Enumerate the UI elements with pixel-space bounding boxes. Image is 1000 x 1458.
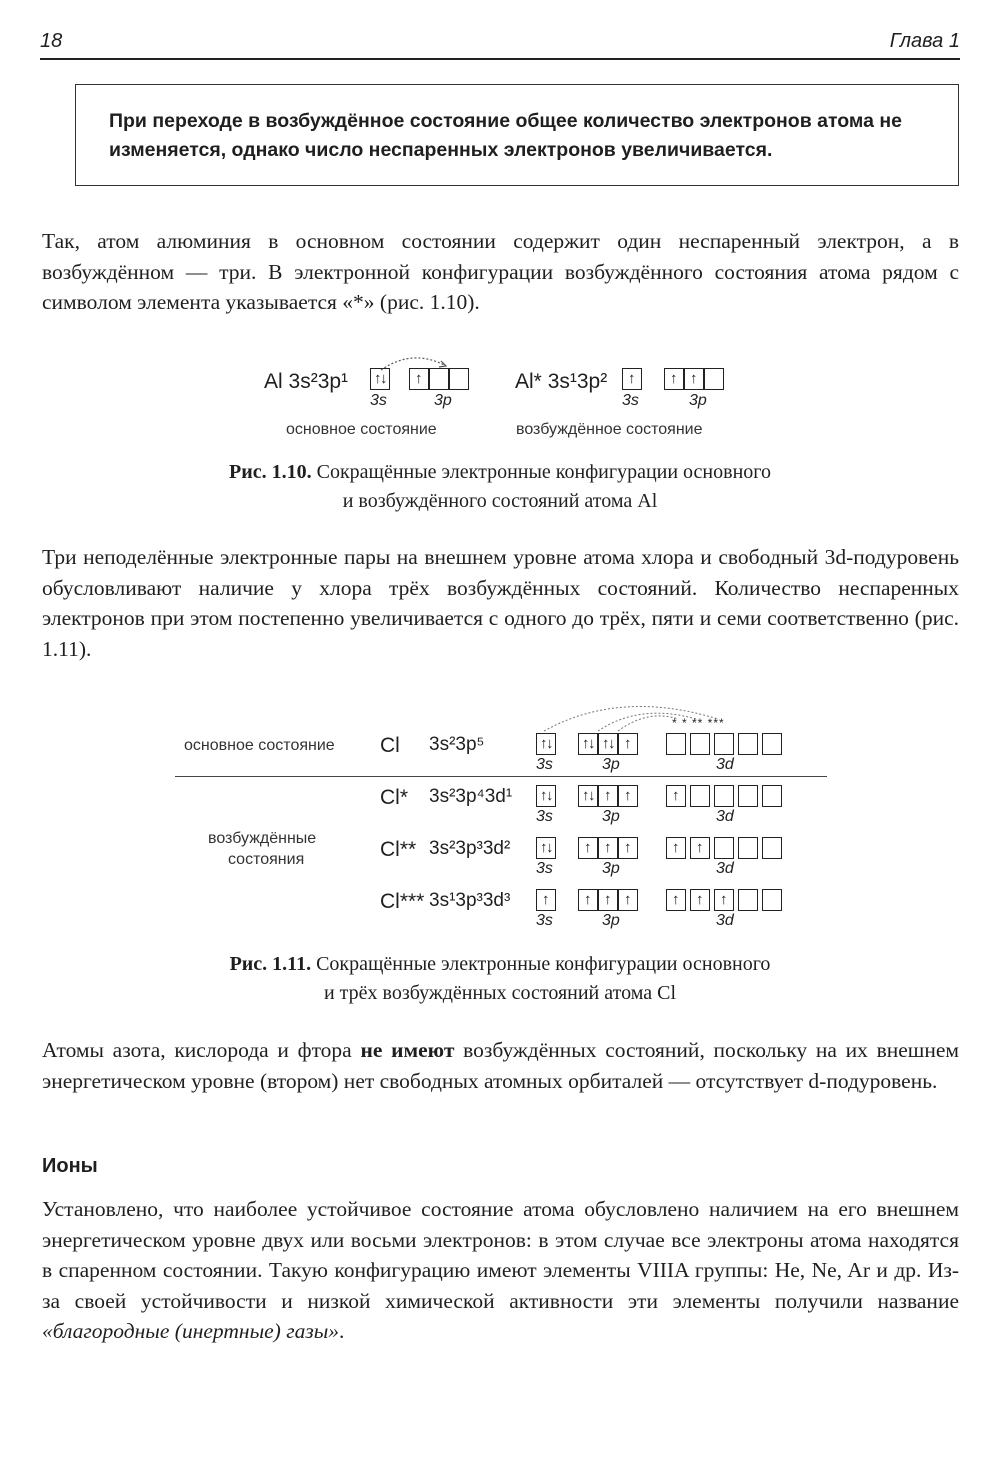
- section-heading: Ионы: [42, 1155, 98, 1177]
- cl-3p-label: 3p: [602, 756, 620, 773]
- spin-up-arrow: ↑: [624, 892, 632, 908]
- cl-3p-label: 3p: [602, 860, 620, 877]
- cl-symbol: Cl***: [380, 890, 425, 913]
- paragraph-3: Атомы азота, кислорода и фтора не имеют возбуждённых состояний, поскольку на их внешнем энергетическом уровне (втором) нет свободных атомных орбиталей — отсутствует d-подуровень.: [42, 1038, 959, 1093]
- spin-down-arrow: ↓: [608, 736, 616, 752]
- cl-config: 3s¹3p³3d³: [429, 890, 511, 911]
- al-excited-orbitals: 3s¹3p²: [547, 370, 608, 393]
- figure-1-11-caption: Рис. 1.11. Сокращённые электронные конфигурации основного и трёх возбуждённых состояний атома Cl: [229, 953, 771, 1004]
- cl-excited-label-2: состояния: [228, 851, 305, 868]
- cl-3d-label: 3d: [716, 808, 734, 825]
- figure-1-10-caption: Рис. 1.10. Сокращённые электронные конфигурации основного и возбуждённого состояний атома Al: [229, 461, 771, 512]
- al-ground-label: основное состояние: [286, 421, 437, 438]
- cl-3d-cell: [714, 837, 734, 859]
- al-excited-3p-cell: ↑: [664, 368, 684, 390]
- note-box: При переходе в возбуждённое состояние общее количество электронов атома не изменяется, однако число неспаренных электронов увеличивается.: [75, 84, 959, 186]
- cl-3d-cell: [762, 837, 782, 859]
- cl-excited-label-1: возбуждённые: [208, 830, 317, 847]
- chapter-title: Глава 1: [889, 30, 960, 52]
- spin-up-arrow: ↑: [672, 788, 680, 804]
- spin-up-arrow: ↑: [582, 788, 590, 804]
- al-excited-3p-cell: ↑: [684, 368, 704, 390]
- spin-down-arrow: ↓: [546, 788, 554, 804]
- cl-3s-cell: [536, 733, 556, 755]
- spin-up-arrow: ↑: [696, 840, 704, 856]
- cl-3d-cell: [762, 889, 782, 911]
- spin-up-arrow: ↑: [602, 736, 610, 752]
- caption-number: Рис. 1.11.: [229, 953, 312, 975]
- cl-3d-cell: [690, 785, 710, 807]
- cl-3p-cell: [598, 889, 618, 911]
- spin-up-arrow: ↑: [540, 840, 548, 856]
- spin-up-arrow: ↑: [584, 840, 592, 856]
- spin-up-arrow: ↑: [720, 892, 728, 908]
- spin-up-arrow: ↑: [624, 788, 632, 804]
- cl-3d-cell: [714, 785, 734, 807]
- cl-3d-cell: [738, 733, 758, 755]
- emphasis: не имеют: [360, 1038, 455, 1062]
- al-excited-label: возбуждённое состояние: [516, 421, 703, 438]
- spin-up-arrow: ↑: [672, 892, 680, 908]
- spin-down-arrow: ↓: [588, 788, 596, 804]
- cl-3d-cell: [714, 733, 734, 755]
- cl-3p-cell: [578, 785, 598, 807]
- cl-3d-cell: [666, 785, 686, 807]
- cl-ground-label: основное состояние: [184, 737, 335, 754]
- cl-3p-cell: [578, 889, 598, 911]
- cl-3d-cell: [666, 733, 686, 755]
- cl-3p-label: 3p: [602, 912, 620, 929]
- cl-3d-cell: [762, 733, 782, 755]
- cl-3d-cell: [666, 837, 686, 859]
- spin-up-arrow: ↑: [540, 788, 548, 804]
- cl-config: 3s²3p³3d²: [429, 838, 511, 859]
- cl-3p-label: 3p: [602, 808, 620, 825]
- al-excited-3p-label: 3p: [689, 392, 707, 409]
- cl-symbol: Cl: [380, 734, 400, 757]
- cl-3d-cell: [738, 785, 758, 807]
- al-ground-config: [264, 370, 348, 394]
- paragraph-2: Три неподелённые электронные пары на внешнем уровне атома хлора и свободный 3d-подуровень обусловливают наличие у хлора трёх возбуждённых состояний. Количество неспаренных электронов при этом постепенно увеличивается с одного до трёх, пяти и семи соответственно (рис. 1.11).: [42, 545, 959, 661]
- cl-3s-cell: [536, 785, 556, 807]
- cl-3d-label: 3d: [716, 756, 734, 773]
- cl-3d-cell: [762, 785, 782, 807]
- cl-3s-label: 3s: [536, 756, 553, 773]
- cl-3d-label: 3d: [716, 912, 734, 929]
- divider-line: [175, 776, 827, 777]
- spin-up-arrow: ↑: [604, 892, 612, 908]
- al-ground-3p-label: 3p: [434, 392, 452, 409]
- italic-term: «благородные (инертные) газы»: [42, 1319, 340, 1343]
- excitation-stars: * * ** ***: [672, 716, 725, 730]
- cl-3s-label: 3s: [536, 808, 553, 825]
- spin-up-arrow: ↑: [624, 840, 632, 856]
- cl-3s-label: 3s: [536, 912, 553, 929]
- cl-3d-cell: [738, 889, 758, 911]
- cl-3d-cell: [690, 733, 710, 755]
- spin-up-arrow: ↑: [672, 840, 680, 856]
- cl-symbol: Cl*: [380, 786, 409, 809]
- cl-3p-cell: [578, 837, 598, 859]
- paragraph-4: Установлено, что наиболее устойчивое состояние атома обусловлено наличием на его внешнем энергетическом уровне двух или восьми электронов: в этом случае все электроны атома находятся в спаренном состоянии. Такую конфигурацию имеют элементы VIIIA группы: He, Ne, Ar и др. Из-за своей устойчивости и низкой химической активности эти элементы получили название «благородные (инертные) газы».: [42, 1197, 959, 1343]
- cl-config: 3s²3p⁵: [429, 734, 485, 755]
- spin-up-arrow: ↑: [604, 788, 612, 804]
- cl-3p-cell: [598, 733, 618, 755]
- cl-3s-cell: [536, 889, 556, 911]
- al-ground-orbitals: 3s²3p¹: [288, 370, 349, 393]
- paragraph-1: Так, атом алюминия в основном состоянии содержит один неспаренный электрон, а в возбуждённом — три. В электронной конфигурации возбуждённого состояния атома рядом с символом элемента указывается «*» (рис. 1.10).: [42, 229, 959, 314]
- caption-number: Рис. 1.10.: [229, 461, 312, 483]
- cl-3s-label: 3s: [536, 860, 553, 877]
- al-excited-config: [515, 370, 607, 394]
- al-excited-3p-cell: [704, 368, 724, 390]
- cl-symbol: Cl**: [380, 838, 417, 861]
- cl-3d-cell: [690, 837, 710, 859]
- cl-3d-cell: [690, 889, 710, 911]
- al-excited-3s-label: 3s: [622, 392, 639, 409]
- spin-down-arrow: ↓: [588, 736, 596, 752]
- al-excited-symbol: Al*: [515, 370, 542, 393]
- electron-promotion-arrows: [530, 695, 760, 735]
- cl-3d-cell: [738, 837, 758, 859]
- spin-up-arrow: ↑: [584, 892, 592, 908]
- al-ground-symbol: Al: [264, 370, 283, 393]
- spin-up-arrow: ↑: [582, 736, 590, 752]
- cl-3p-cell: [598, 785, 618, 807]
- cl-config: 3s²3p⁴3d¹: [429, 786, 513, 807]
- cl-3s-cell: [536, 837, 556, 859]
- page-header: [40, 30, 960, 60]
- spin-up-arrow: ↑: [542, 892, 550, 908]
- page-number: 18: [40, 30, 63, 52]
- cl-3p-cell: [618, 733, 638, 755]
- cl-3p-cell: [618, 889, 638, 911]
- al-ground-3p-cell: ↑: [409, 368, 429, 390]
- cl-3p-cell: [578, 733, 598, 755]
- al-ground-3s-label: 3s: [370, 392, 387, 409]
- cl-3d-cell: [714, 889, 734, 911]
- cl-3d-cell: [666, 889, 686, 911]
- al-ground-3s-cell: ↑ ↓: [370, 368, 390, 390]
- cl-3d-label: 3d: [716, 860, 734, 877]
- spin-down-arrow: ↓: [546, 840, 554, 856]
- cl-3p-cell: [618, 837, 638, 859]
- cl-3p-cell: [598, 837, 618, 859]
- spin-up-arrow: ↑: [624, 736, 632, 752]
- spin-up-arrow: ↑: [540, 736, 548, 752]
- spin-up-arrow: ↑: [696, 892, 704, 908]
- spin-down-arrow: ↓: [546, 736, 554, 752]
- al-excited-3s-cell: ↑: [622, 368, 642, 390]
- spin-up-arrow: ↑: [604, 840, 612, 856]
- electron-transfer-arrow: [378, 352, 458, 374]
- cl-3p-cell: [618, 785, 638, 807]
